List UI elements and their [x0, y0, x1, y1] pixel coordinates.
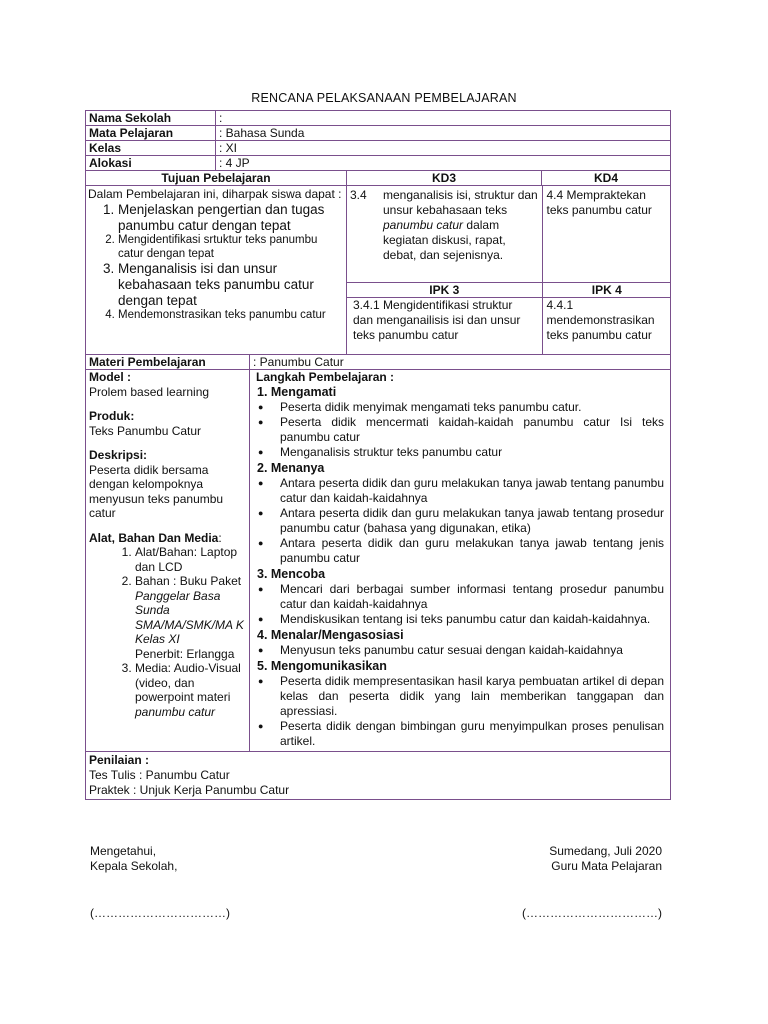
step-title: 4. Menalar/Mengasosiasi: [257, 628, 404, 642]
row-tujuan-headers: [86, 171, 671, 186]
kd3-number: 3.4: [350, 188, 367, 202]
row-mata-pelajaran: [86, 126, 671, 141]
tujuan-item: 2. Mengidentifikasi srtuktur teks panumbu catur dengan tepat: [118, 234, 344, 261]
step-title: 5. Mengomunikasikan: [257, 659, 387, 673]
label-nama-sekolah: Nama Sekolah: [86, 111, 216, 126]
produk-value: Teks Panumbu Catur: [89, 423, 202, 438]
tujuan-item: 4. Mendemonstrasikan teks panumbu catur: [118, 309, 344, 323]
penilaian-label: Penilaian :: [89, 753, 150, 767]
kd-ipk-table: [347, 186, 671, 354]
step-item: ● Mendiskusikan tentang isi teks panumbu catur dan kaidah-kaidahnya.: [280, 612, 664, 627]
signature-left-line2: Kepala Sekolah,: [90, 859, 178, 873]
step-item: ● Peserta didik menyimak mengamati teks panumbu catur.: [280, 400, 664, 415]
penilaian-praktek: Praktek : Unjuk Kerja Panumbu Catur: [89, 783, 290, 797]
row-langkah: [86, 370, 671, 752]
value-alokasi: : 4 JP: [216, 156, 671, 171]
model-cell: [86, 370, 250, 752]
header-tujuan: Tujuan Pebelajaran: [86, 171, 347, 186]
document-title: RENCANA PELAKSANAAN PEMBELAJARAN: [251, 91, 517, 105]
step-item: ● Antara peserta didik dan guru melakukan tanya jawab tentang panumbu catur dan kaidah-kaidahnya: [280, 476, 664, 506]
tujuan-item: 3. Menganalisis isi dan unsur kebahasaan teks panumbu catur dengan tepat: [118, 261, 344, 309]
row-nama-sekolah: [86, 111, 671, 126]
produk-label: Produk:: [89, 409, 135, 423]
tujuan-cell: [86, 186, 347, 355]
row-tujuan-content: [86, 186, 671, 355]
label-kelas: Kelas: [86, 141, 216, 156]
tujuan-intro: Dalam Pembelajaran ini, diharpak siswa dapat :: [88, 187, 342, 201]
signature-right-line1: Sumedang, Juli 2020: [549, 844, 662, 858]
label-alokasi: Alokasi: [86, 156, 216, 171]
step-item: ● Peserta didik dengan bimbingan guru menyimpulkan proses penulisan artikel.: [280, 719, 664, 749]
tujuan-item: 1. Menjelaskan pengertian dan tugas panumbu catur dengan tepat: [118, 202, 344, 234]
deskripsi-value: Peserta didik bersama dengan kelompoknya menyusun teks panumbu catur: [89, 462, 224, 520]
signature-right-line2: Guru Mata Pelajaran: [551, 859, 662, 873]
langkah-cell: [250, 370, 671, 752]
rpp-table: [85, 110, 671, 800]
kd3-cell: [347, 186, 542, 283]
step-title: 3. Mencoba: [257, 567, 326, 581]
header-ipk4: IPK 4: [542, 283, 671, 298]
model-value: Prolem based learning: [89, 384, 210, 399]
ipk3-cell: 3.4.1 Mengidentifikasi struktur dan menganailisis isi dan unsur teks panumbu catur: [347, 298, 542, 355]
penilaian-cell: [86, 752, 671, 800]
kd-ipk-cell: [347, 186, 671, 355]
signature-left: [90, 844, 177, 874]
alat-heading: Alat, Bahan Dan Media:: [89, 530, 222, 545]
step-item: ● Menyusun teks panumbu catur sesuai dengan kaidah-kaidahnya: [280, 643, 664, 658]
header-kd4: KD4: [542, 171, 671, 186]
alat-item: 2. Bahan : Buku Paket Panggelar Basa Sunda SMA/MA/SMK/MA K Kelas XI Penerbit: Erlangga: [135, 574, 246, 661]
step-item: ● Menganalisis struktur teks panumbu catur: [280, 445, 664, 460]
label-materi: Materi Pembelajaran: [86, 355, 250, 370]
kd4-cell: 4.4 Mempraktekan teks panumbu catur: [542, 186, 671, 283]
ipk4-cell: 4.4.1 mendemonstrasikan teks panumbu catur: [542, 298, 671, 355]
label-mata-pelajaran: Mata Pelajaran: [86, 126, 216, 141]
alat-item: 1. Alat/Bahan: Laptop dan LCD: [135, 545, 246, 574]
model-label: Model :: [89, 370, 131, 384]
langkah-label: Langkah Pembelajaran :: [256, 370, 395, 384]
tujuan-list: [88, 202, 344, 323]
deskripsi-label: Deskripsi:: [89, 448, 148, 462]
row-materi: [86, 355, 671, 370]
value-kelas: : XI: [216, 141, 671, 156]
step-list: [253, 674, 664, 749]
step-list: [253, 643, 664, 658]
row-penilaian: [86, 752, 671, 800]
signature-right-blank: (……………………………): [522, 906, 662, 920]
step-list: [253, 400, 664, 460]
value-nama-sekolah: :: [216, 111, 671, 126]
step-item: ● Peserta didik mempresentasikan hasil karya pembuatan artikel di depan kelas dan peserta didik yang lain memberikan tanggapan dan apressiasi.: [280, 674, 664, 719]
value-mata-pelajaran: : Bahasa Sunda: [216, 126, 671, 141]
row-kelas: [86, 141, 671, 156]
signature-left-line1: Mengetahui,: [90, 844, 157, 858]
step-item: ● Mencari dari berbagai sumber informasi tentang prosedur panumbu catur dan kaidah-kaidahnya: [280, 582, 664, 612]
step-title: 2. Menanya: [257, 461, 325, 475]
step-item: ● Peserta didik mencermati kaidah-kaidah panumbu catur Isi teks panumbu catur: [280, 415, 664, 445]
step-title: 1. Mengamati: [257, 385, 337, 399]
step-item: ● Antara peserta didik dan guru melakukan tanya jawab tentang jenis panumbu catur: [280, 536, 664, 566]
penilaian-tes: Tes Tulis : Panumbu Catur: [89, 768, 230, 782]
header-kd3: KD3: [347, 171, 542, 186]
step-list: [253, 582, 664, 627]
kd3-text: menganalisis isi, struktur dan unsur kebahasaan teks panumbu catur dalam kegiatan diskusi, rapat, debat, dan sejenisnya.: [383, 188, 538, 262]
alat-item: 3. Media: Audio-Visual (video, dan powerpoint materi panumbu catur: [135, 661, 246, 719]
header-ipk3: IPK 3: [347, 283, 542, 298]
value-materi: : Panumbu Catur: [250, 355, 671, 370]
signature-right: [549, 844, 662, 874]
step-list: [253, 476, 664, 566]
row-alokasi: [86, 156, 671, 171]
step-item: ● Antara peserta didik dan guru melakukan tanya jawab tentang prosedur panumbu catur (bahasa yang digunakan, etika): [280, 506, 664, 536]
signature-left-blank: (……………………………): [90, 906, 230, 920]
alat-list: [89, 545, 246, 719]
